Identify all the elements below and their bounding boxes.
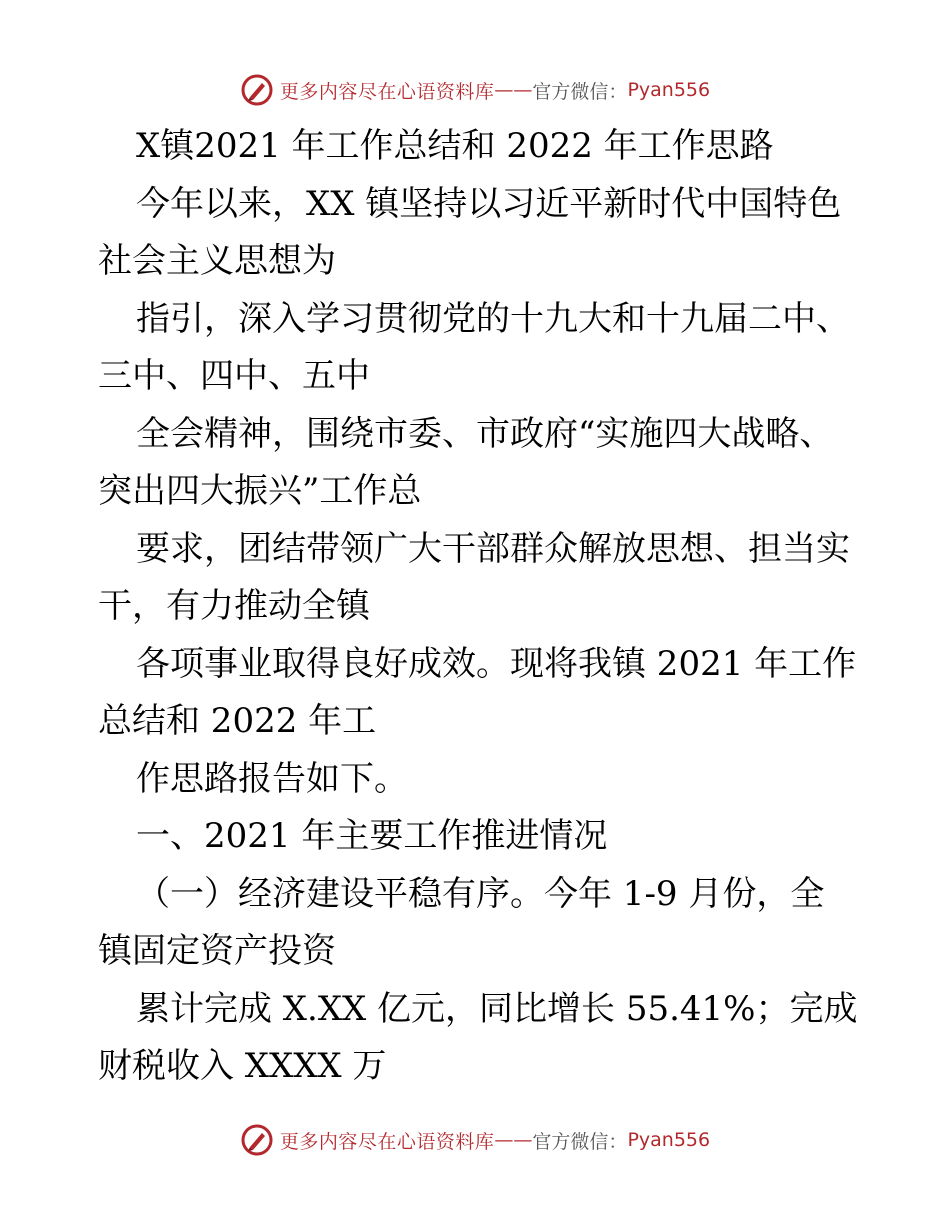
watermark-wechat-id: Pyan556: [627, 1129, 711, 1151]
watermark-wechat-label: 官方微信：: [532, 80, 628, 103]
paragraph-line: 突出四大振兴”工作总: [98, 471, 422, 511]
paragraph-line: 作思路报告如下。: [136, 758, 408, 799]
paragraph-line: 干，有力推动全镇: [98, 586, 370, 626]
pen-logo-icon: [240, 1123, 274, 1157]
paragraph-line: 社会主义思想为: [98, 241, 336, 281]
paragraph-line: 三中、四中、五中: [98, 356, 370, 396]
watermark-text: 更多内容尽在心语资料库: [279, 80, 495, 103]
watermark-header: [0, 70, 950, 110]
pen-logo-icon: [240, 73, 274, 107]
paragraph-line: 财税收入 XXXX 万: [98, 1046, 387, 1086]
watermark-dash: ——: [494, 1129, 533, 1151]
watermark-wechat-label: 官方微信：: [532, 1130, 628, 1153]
watermark-dash: ——: [494, 79, 533, 101]
paragraph-line: 指引，深入学习贯彻党的十九大和十九届二中、: [136, 298, 850, 339]
paragraph-line: 各项事业取得良好成效。现将我镇 2021 年工作: [136, 643, 857, 684]
document-title: X镇2021 年工作总结和 2022 年工作思路: [136, 126, 774, 166]
paragraph-line: 总结和 2022 年工: [98, 701, 377, 741]
section-heading: 一、2021 年主要工作推进情况: [136, 816, 608, 856]
paragraph-line: 要求，团结带领广大干部群众解放思想、担当实: [136, 528, 850, 569]
watermark-text: 更多内容尽在心语资料库: [279, 1130, 495, 1153]
paragraph-line: 累计完成 X.XX 亿元，同比增长 55.41%；完成: [136, 988, 858, 1029]
paragraph-line: 全会精神，围绕市委、市政府“实施四大战略、: [136, 413, 834, 454]
watermark-wechat-id: Pyan556: [627, 79, 711, 101]
watermark-footer: [0, 1120, 950, 1160]
document-body: [98, 118, 858, 1096]
paragraph-line: 今年以来，XX 镇坚持以习近平新时代中国特色: [136, 183, 842, 224]
paragraph-line: （一）经济建设平稳有序。今年 1-9 月份，全: [136, 873, 825, 914]
paragraph-line: 镇固定资产投资: [98, 931, 336, 971]
